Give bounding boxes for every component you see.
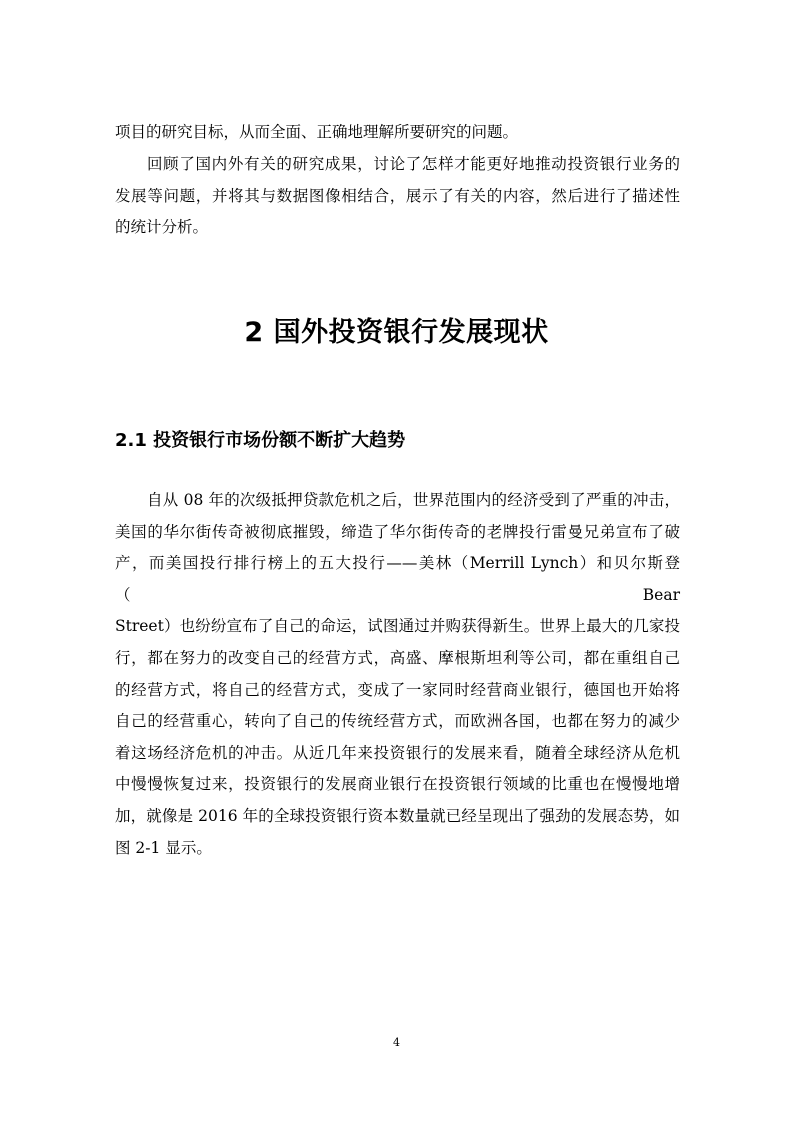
text-line: 项目的研究目标，从而全面、正确地理解所要研究的问题。	[115, 123, 519, 141]
text-line: 的经营方式，将自己的经营方式，变成了一家同时经营商业银行，德国也开始将	[115, 680, 680, 699]
text-line: 自从 08 年的次级抵押贷款危机之后，世界范围内的经济受到了严重的冲击，	[147, 491, 680, 509]
text-line: 美国的华尔街传奇被彻底摧毁，缔造了华尔街传奇的老牌投行雷曼兄弟宣布了破	[115, 522, 680, 541]
text-line: 发展等问题，并将其与数据图像相结合，展示了有关的内容，然后进行了描述性	[115, 186, 680, 205]
text-line: 中慢慢恢复过来，投资银行的发展商业银行在投资银行领域的比重也在慢慢地增	[115, 775, 680, 794]
text-line: 的统计分析。	[115, 218, 209, 237]
paragraph-body	[115, 485, 680, 864]
text-line: 行，都在努力的改变自己的经营方式，高盛、摩根斯坦利等公司，都在重组自己	[115, 648, 680, 667]
chapter-heading: 2 国外投资银行发展现状	[244, 317, 549, 348]
text-line: 回顾了国内外有关的研究成果，讨论了怎样才能更好地推动投资银行业务的	[147, 155, 680, 173]
text-line: 加，就像是 2016 年的全球投资银行资本数量就已经呈现出了强劲的发展态势，如	[115, 806, 680, 825]
text-line: 自己的经营重心，转向了自己的传统经营方式，而欧洲各国，也都在努力的减少	[115, 712, 680, 731]
text-line: 着这场经济危机的冲击。从近几年来投资银行的发展来看，随着全球经济从危机	[115, 743, 680, 762]
paragraph-summary	[115, 149, 680, 244]
paragraph-continuation	[115, 117, 680, 149]
page-number: 4	[393, 1036, 400, 1049]
text-line: Street）也纷纷宣布了自己的命运，试图通过并购获得新生。世界上最大的几家投	[115, 617, 680, 636]
text-line: 图 2-1 显示。	[115, 838, 212, 857]
text-line: 产，而美国投行排行榜上的五大投行——美林（Merrill Lynch）和贝尔斯登（Bear	[115, 554, 680, 604]
section-heading: 2.1 投资银行市场份额不断扩大趋势	[115, 430, 406, 451]
